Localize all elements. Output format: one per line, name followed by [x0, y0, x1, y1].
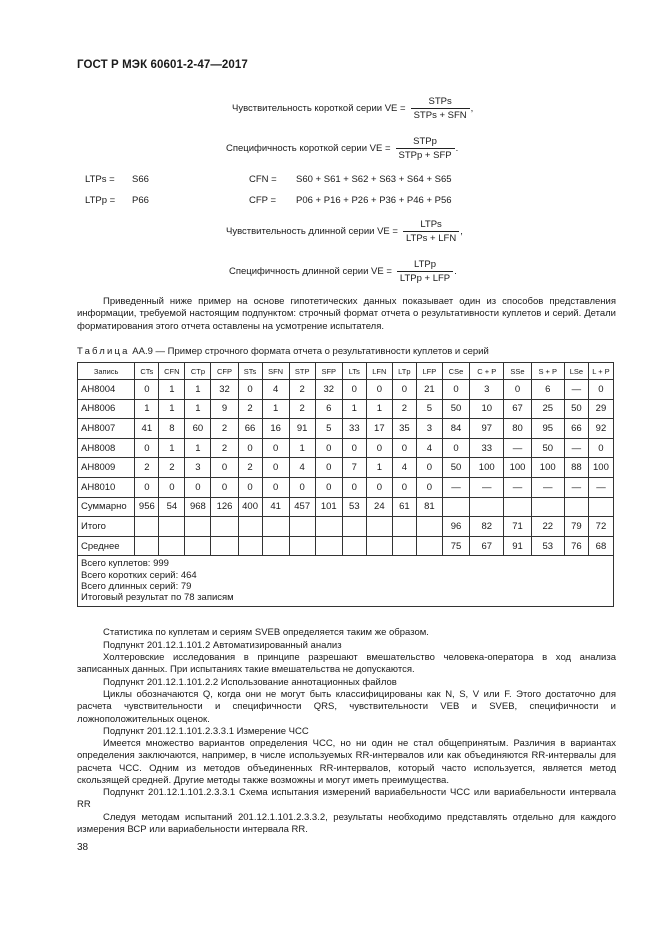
table-cell: 0 — [135, 380, 159, 400]
table-cell: 0 — [416, 458, 442, 478]
table-cell — [416, 536, 442, 556]
table-cell — [588, 497, 613, 517]
note-line: Всего длинных серий: 79 — [81, 580, 192, 592]
table-cell: — — [531, 477, 564, 497]
table-cell: 0 — [342, 477, 366, 497]
table-cell: 67 — [504, 399, 531, 419]
table-cell: 0 — [342, 438, 366, 458]
table-cell: 54 — [159, 497, 185, 517]
table-cell: 21 — [416, 380, 442, 400]
fraction-denominator: STPs + SFN — [411, 108, 470, 121]
table-cell: 101 — [315, 497, 342, 517]
table-cell: 79 — [564, 517, 588, 537]
table-cell: 0 — [262, 458, 289, 478]
note-line: Всего куплетов: 999 — [81, 558, 169, 570]
table-cell — [416, 517, 442, 537]
table-row — [78, 458, 614, 478]
table-cell: 126 — [211, 497, 238, 517]
table-cell — [135, 536, 159, 556]
table-cell — [159, 517, 185, 537]
column-header: STs — [238, 363, 262, 380]
column-header: LSe — [564, 363, 588, 380]
table-cell — [262, 517, 289, 537]
table-cell: 100 — [588, 458, 613, 478]
table-cell: 5 — [416, 399, 442, 419]
formula-short-series-specificity — [226, 136, 458, 161]
column-header: SFP — [315, 363, 342, 380]
table-cell: 0 — [185, 477, 211, 497]
column-header: LFN — [366, 363, 392, 380]
table-cell: 0 — [289, 477, 315, 497]
column-header: CSe — [442, 363, 469, 380]
table-cell: 33 — [342, 419, 366, 439]
table-cell — [289, 517, 315, 537]
table-cell: — — [504, 438, 531, 458]
table-cell: 0 — [135, 477, 159, 497]
table-cell: 67 — [470, 536, 504, 556]
formula-punctuation: . — [454, 266, 457, 277]
column-header: S + P — [531, 363, 564, 380]
table-cell — [185, 517, 211, 537]
table-cell: 0 — [238, 380, 262, 400]
fraction-denominator: LTPs + LFN — [403, 231, 459, 244]
table-caption-text: AA.9 — Пример строчного формата отчета о результативности куплетов и серий — [129, 346, 489, 357]
standard-header: ГОСТ Р МЭК 60601-2-47—2017 — [77, 59, 248, 71]
table-caption-prefix: Таблица — [77, 346, 130, 357]
table-row — [78, 438, 614, 458]
table-cell — [470, 497, 504, 517]
table-cell: 41 — [262, 497, 289, 517]
table-cell: 0 — [366, 477, 392, 497]
table-cell — [159, 536, 185, 556]
table-cell: 24 — [366, 497, 392, 517]
formula-lhs: Специфичность длинной серии VE = — [229, 266, 392, 277]
table-cell: 0 — [504, 380, 531, 400]
definition-label: LTPs = — [85, 174, 115, 185]
table-cell: 66 — [564, 419, 588, 439]
table-cell — [315, 517, 342, 537]
table-cell: 35 — [392, 419, 416, 439]
results-table — [77, 362, 614, 607]
table-cell — [262, 536, 289, 556]
table-notes-row — [78, 556, 614, 606]
paragraph-heart-rate: Имеется множество вариантов определения ЧСС, но ни один не стал общепринятым. Различия в вариантах определения заключаются, например, в числе используемых RR-интервалов или как объединяются RR-интервалы для расчета ЧСС. Одним из методов объединенных RR-интервалов, который часто используется, является метод скользящей средней. Другие методы также возможны и могут иметь преимущества. — [77, 738, 616, 787]
table-cell: 1 — [159, 438, 185, 458]
table-cell — [342, 517, 366, 537]
column-header: Запись — [78, 363, 135, 380]
table-cell: 0 — [262, 438, 289, 458]
fraction-numerator: LTPp — [414, 259, 437, 270]
table-cell: 1 — [159, 380, 185, 400]
table-cell: 2 — [238, 458, 262, 478]
paragraph-sveb-statistics: Статистика по куплетам и сериям SVEB определяется таким же образом. — [103, 627, 429, 638]
fraction-denominator: STPp + SFP — [396, 148, 455, 161]
table-cell — [238, 517, 262, 537]
paragraph-cycles: Циклы обозначаются Q, когда они не могут быть классифицированы как N, S, V или F. Этого достаточно для расчета чувствительности и специфичности QRS, чувствительности VEB и SVEB, специфичности и ложноположительных оценок. — [77, 689, 616, 725]
column-header: SSe — [504, 363, 531, 380]
table-cell: 0 — [262, 477, 289, 497]
fraction — [403, 219, 459, 244]
table-cell: 0 — [588, 380, 613, 400]
table-cell: 0 — [238, 438, 262, 458]
table-cell: — — [470, 477, 504, 497]
table-cell: 41 — [135, 419, 159, 439]
table-cell: 968 — [185, 497, 211, 517]
table-cell: 0 — [211, 477, 238, 497]
table-cell: 75 — [442, 536, 469, 556]
table-cell: 1 — [185, 438, 211, 458]
fraction-numerator: STPs — [428, 96, 452, 107]
table-cell: 5 — [315, 419, 342, 439]
formula-punctuation: , — [470, 103, 474, 114]
table-cell: 1 — [289, 438, 315, 458]
table-cell: 10 — [470, 399, 504, 419]
table-cell: 84 — [442, 419, 469, 439]
fraction — [397, 259, 453, 284]
table-cell: 100 — [504, 458, 531, 478]
table-cell: 9 — [211, 399, 238, 419]
table-cell: 2 — [289, 380, 315, 400]
table-cell: 1 — [262, 399, 289, 419]
subclause-heading: Подпункт 201.12.1.101.2 Автоматизированный анализ — [103, 640, 342, 651]
definition-value: S66 — [132, 174, 149, 185]
table-cell: 91 — [504, 536, 531, 556]
table-cell: 0 — [315, 438, 342, 458]
table-cell: 82 — [470, 517, 504, 537]
paragraph-hrv: Следуя методам испытаний 201.12.1.101.2.3.3.2, результаты необходимо представлять отдельно для каждого измерения ВСР или вариабельности интервала RR. — [77, 812, 616, 836]
column-header: C + P — [470, 363, 504, 380]
table-row — [78, 399, 614, 419]
table-row — [78, 380, 614, 400]
table-cell: 0 — [588, 438, 613, 458]
table-cell: 0 — [159, 477, 185, 497]
table-cell: 80 — [504, 419, 531, 439]
table-row — [78, 497, 614, 517]
formula-long-series-sensitivity — [226, 219, 463, 244]
definition-label: LTPp = — [85, 195, 116, 206]
intro-paragraph: Приведенный ниже пример на основе гипотетических данных показывает один из способов представления информации, требуемой настоящим подпунктом: строчный формат отчета о результативности куплетов и серий. Детали форматирования этого отчета оставлены на усмотрение испытателя. — [77, 296, 616, 332]
table-cell: 95 — [531, 419, 564, 439]
column-header: LTs — [342, 363, 366, 380]
fraction-numerator: STPp — [413, 136, 437, 147]
table-cell: 97 — [470, 419, 504, 439]
row-label-cell: Итого — [78, 517, 135, 537]
fraction — [396, 136, 455, 161]
table-cell: 0 — [392, 438, 416, 458]
table-cell: 1 — [366, 458, 392, 478]
table-notes — [78, 556, 614, 606]
table-cell: 92 — [588, 419, 613, 439]
row-label-cell: Среднее — [78, 536, 135, 556]
table-cell: 4 — [289, 458, 315, 478]
table-cell: 0 — [416, 477, 442, 497]
table-cell: 53 — [342, 497, 366, 517]
table-cell: 0 — [442, 438, 469, 458]
subclause-heading: Подпункт 201.12.1.101.2.2 Использование аннотационных файлов — [103, 677, 397, 688]
column-header: L + P — [588, 363, 613, 380]
table-cell: 400 — [238, 497, 262, 517]
table-cell: 32 — [315, 380, 342, 400]
formula-short-series-sensitivity — [232, 96, 473, 121]
table-cell: 4 — [392, 458, 416, 478]
table-cell: 1 — [366, 399, 392, 419]
table-cell — [135, 517, 159, 537]
table-cell: 1 — [159, 399, 185, 419]
formula-punctuation: , — [460, 226, 463, 237]
table-cell: 0 — [211, 458, 238, 478]
table-cell — [211, 536, 238, 556]
table-cell: 1 — [342, 399, 366, 419]
table-cell: 956 — [135, 497, 159, 517]
table-cell: 0 — [315, 458, 342, 478]
table-cell: — — [564, 380, 588, 400]
table-cell: 2 — [238, 399, 262, 419]
definition-value: P06 + P16 + P26 + P36 + P46 + P56 — [296, 195, 452, 206]
table-cell: 60 — [185, 419, 211, 439]
table-cell: 50 — [442, 458, 469, 478]
column-header: SFN — [262, 363, 289, 380]
table-cell — [289, 536, 315, 556]
table-cell: 3 — [416, 419, 442, 439]
column-header: LTp — [392, 363, 416, 380]
table-cell: 0 — [392, 380, 416, 400]
table-cell — [342, 536, 366, 556]
row-label-cell: AH8006 — [78, 399, 135, 419]
table-cell: 0 — [392, 477, 416, 497]
column-header: CFP — [211, 363, 238, 380]
table-cell: 88 — [564, 458, 588, 478]
table-cell: 66 — [238, 419, 262, 439]
table-cell: — — [588, 477, 613, 497]
note-line: Итоговый результат по 78 записям — [81, 592, 234, 604]
table-cell — [564, 497, 588, 517]
table-cell: 2 — [159, 458, 185, 478]
formula-lhs: Специфичность короткой серии VE = — [226, 143, 391, 154]
row-label-cell: AH8009 — [78, 458, 135, 478]
table-cell: — — [564, 438, 588, 458]
table-cell: 32 — [211, 380, 238, 400]
table-row — [78, 419, 614, 439]
table-cell: 4 — [416, 438, 442, 458]
table-cell: 0 — [366, 438, 392, 458]
table-cell: 71 — [504, 517, 531, 537]
table-cell: 2 — [211, 438, 238, 458]
table-row — [78, 517, 614, 537]
table-cell: 61 — [392, 497, 416, 517]
definition-value: S60 + S61 + S62 + S63 + S64 + S65 — [296, 174, 452, 185]
column-header: CFN — [159, 363, 185, 380]
table-cell: 91 — [289, 419, 315, 439]
formula-lhs: Чувствительность короткой серии VE = — [232, 103, 406, 114]
column-header: LFP — [416, 363, 442, 380]
table-cell: — — [564, 477, 588, 497]
table-cell: 1 — [185, 399, 211, 419]
note-line: Всего коротких серий: 464 — [81, 569, 197, 581]
table-row — [78, 536, 614, 556]
row-label-cell: AH8004 — [78, 380, 135, 400]
table-cell: 2 — [135, 458, 159, 478]
subclause-heading: Подпункт 201.12.1.101.2.3.3.1 Измерение ЧСС — [103, 726, 309, 737]
table-cell: 50 — [442, 399, 469, 419]
table-cell: 16 — [262, 419, 289, 439]
row-label-cell: AH8007 — [78, 419, 135, 439]
table-cell: 1 — [185, 380, 211, 400]
table-cell: 100 — [470, 458, 504, 478]
fraction-denominator: LTPp + LFP — [397, 271, 453, 284]
formula-lhs: Чувствительность длинной серии VE = — [226, 226, 398, 237]
table-cell: 6 — [315, 399, 342, 419]
fraction-numerator: LTPs — [420, 219, 442, 230]
table-cell: 76 — [564, 536, 588, 556]
table-cell: 3 — [470, 380, 504, 400]
table-cell: 6 — [531, 380, 564, 400]
table-cell: 7 — [342, 458, 366, 478]
table-cell: 50 — [564, 399, 588, 419]
table-cell: 0 — [442, 380, 469, 400]
subclause-heading: Подпункт 201.12.1.101.2.3.3.1 Схема испытания измерений вариабельности ЧСС или вариабельности интервала RR — [77, 787, 616, 811]
table-cell: 8 — [159, 419, 185, 439]
table-cell: 81 — [416, 497, 442, 517]
table-cell: 457 — [289, 497, 315, 517]
column-header: CTp — [185, 363, 211, 380]
table-cell: 17 — [366, 419, 392, 439]
table-cell: 68 — [588, 536, 613, 556]
table-cell — [238, 536, 262, 556]
table-cell: 22 — [531, 517, 564, 537]
table-cell: 2 — [211, 419, 238, 439]
table-cell — [211, 517, 238, 537]
table-header-row — [78, 363, 614, 380]
table-cell: 53 — [531, 536, 564, 556]
table-cell — [366, 517, 392, 537]
table-cell: 72 — [588, 517, 613, 537]
table-cell — [504, 497, 531, 517]
table-cell: 25 — [531, 399, 564, 419]
definition-label: CFP = — [249, 195, 277, 206]
paragraph-holter: Холтеровские исследования в принципе разрешают вмешательство человека-оператора в ход анализа записанных данных. При испытаниях такие вмешательства не допускаются. — [77, 652, 616, 676]
formula-punctuation: . — [455, 143, 459, 154]
table-cell: 2 — [289, 399, 315, 419]
table-cell: 4 — [262, 380, 289, 400]
table-cell: 0 — [135, 438, 159, 458]
table-cell: — — [504, 477, 531, 497]
table-cell: 0 — [366, 380, 392, 400]
table-cell: 33 — [470, 438, 504, 458]
definition-value: P66 — [132, 195, 149, 206]
table-cell — [531, 497, 564, 517]
table-cell: 50 — [531, 438, 564, 458]
table-cell: — — [442, 477, 469, 497]
table-cell — [315, 536, 342, 556]
table-cell: 96 — [442, 517, 469, 537]
definition-label: CFN = — [249, 174, 277, 185]
column-header: CTs — [135, 363, 159, 380]
table-cell: 0 — [315, 477, 342, 497]
table-cell: 1 — [135, 399, 159, 419]
table-cell — [185, 536, 211, 556]
table-cell — [392, 517, 416, 537]
table-cell: 29 — [588, 399, 613, 419]
table-cell — [366, 536, 392, 556]
table-caption — [77, 346, 489, 357]
fraction — [411, 96, 470, 121]
row-label-cell: Суммарно — [78, 497, 135, 517]
column-header: STP — [289, 363, 315, 380]
table-cell: 100 — [531, 458, 564, 478]
formula-long-series-specificity — [229, 259, 457, 284]
table-cell: 3 — [185, 458, 211, 478]
table-cell: 0 — [342, 380, 366, 400]
row-label-cell: AH8008 — [78, 438, 135, 458]
table-cell — [442, 497, 469, 517]
table-cell — [392, 536, 416, 556]
row-label-cell: AH8010 — [78, 477, 135, 497]
table-cell: 0 — [238, 477, 262, 497]
table-row — [78, 477, 614, 497]
page-number: 38 — [77, 842, 89, 853]
table-cell: 2 — [392, 399, 416, 419]
